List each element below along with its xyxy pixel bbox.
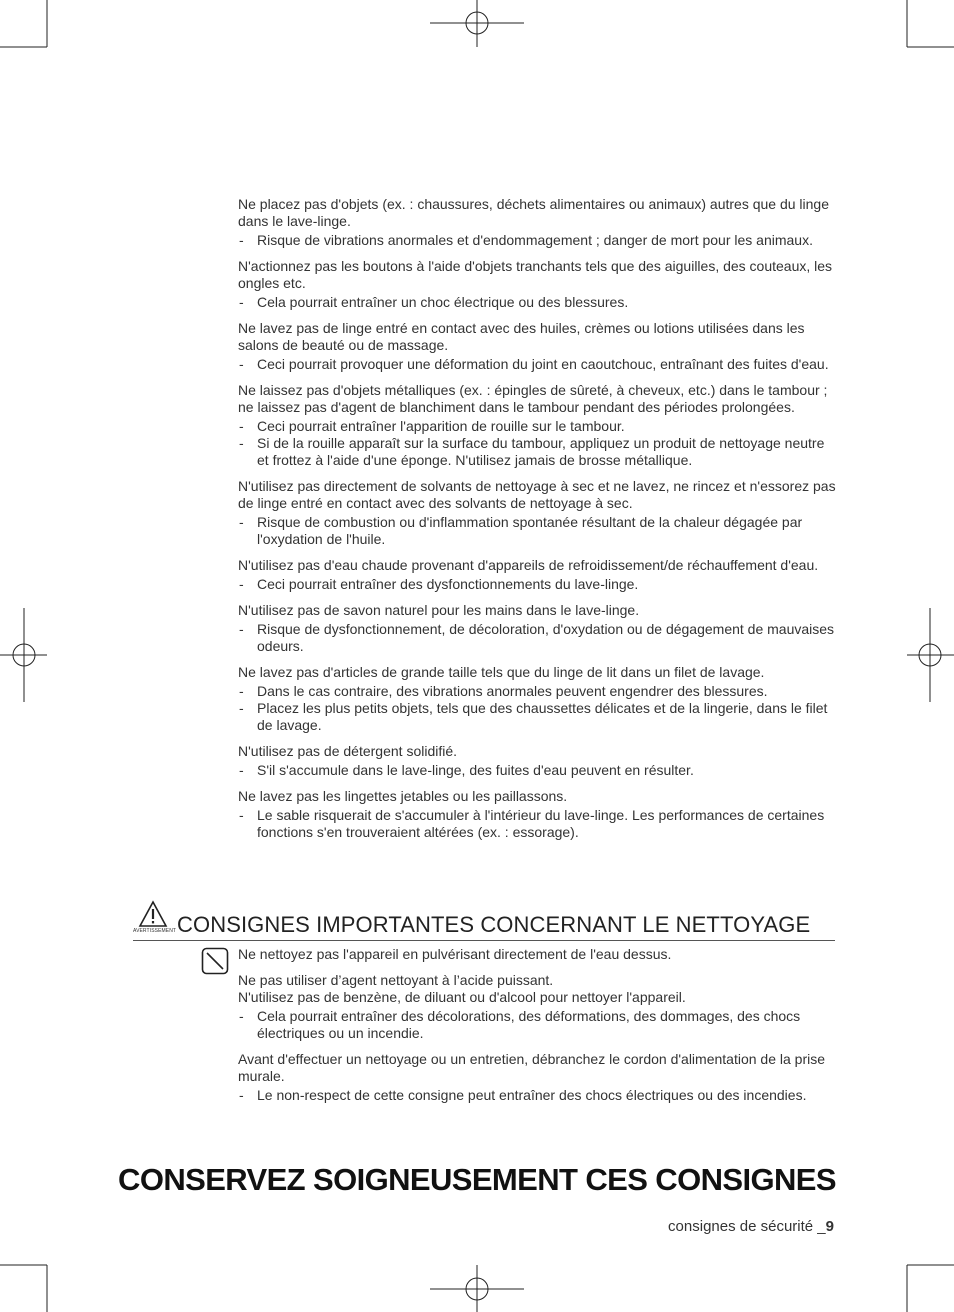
consequence-list — [238, 576, 838, 593]
consequence-list — [238, 356, 838, 373]
caution-text: Avant d'effectuer un nettoyage ou un entretien, débranchez le cordon d'alimentation de la prise murale. — [238, 1051, 826, 1084]
consequence-item: - Cela pourrait entraîner des décolorations, des déformations, des dommages, des chocs électriques ou un incendie. — [238, 1008, 838, 1042]
consequence-item: - Risque de vibrations anormales et d'endommagement ; danger de mort pour les animaux. — [238, 232, 838, 249]
warning-icon-label: AVERTISSEMENT — [133, 928, 177, 934]
instruction-item — [238, 320, 838, 373]
consequence-list — [238, 621, 838, 655]
closing-title: CONSERVEZ SOIGNEUSEMENT CES CONSIGNES — [118, 1162, 836, 1197]
consequence-item: - Le non-respect de cette consigne peut entraîner des chocs électriques ou des incendies. — [238, 1087, 838, 1104]
instruction-list — [238, 196, 838, 850]
consequence-item: - Si de la rouille apparaît sur la surface du tambour, appliquez un produit de nettoyage neutre et frottez à l'aide d'une éponge. N'utilisez jamais de brosse métallique. — [238, 435, 838, 469]
instruction-item — [238, 196, 838, 249]
page-footer — [668, 1218, 834, 1235]
caution-text: N'utilisez pas de benzène, de diluant ou d'alcool pour nettoyer l'appareil. — [238, 989, 686, 1005]
instruction-text: N'utilisez pas de détergent solidifié. — [238, 743, 458, 759]
caution-item — [238, 972, 838, 1042]
consequence-item: - Dans le cas contraire, des vibrations anormales peuvent engendrer des blessures. — [238, 683, 838, 700]
consequence-item: - Placez les plus petits objets, tels que des chaussettes délicates et de la lingerie, dans le filet de lavage. — [238, 700, 838, 734]
consequence-item: - Ceci pourrait provoquer une déformation du joint en caoutchouc, entraînant des fuites d'eau. — [238, 356, 838, 373]
instruction-item — [238, 602, 838, 655]
consequence-list — [238, 762, 838, 779]
consequence-list — [238, 1087, 838, 1104]
consequence-item: - Risque de combustion ou d'inflammation spontanée résultant de la chaleur dégagée par l'oxydation de l'huile. — [238, 514, 838, 548]
page-number: 9 — [825, 1218, 834, 1235]
consequence-list — [238, 418, 838, 469]
caution-header — [133, 900, 835, 941]
consequence-item: - Ceci pourrait entraîner des dysfonctionnements du lave-linge. — [238, 576, 838, 593]
instruction-text: N'utilisez pas d'eau chaude provenant d'appareils de refroidissement/de réchauffement d'eau. — [238, 557, 819, 573]
instruction-item — [238, 382, 838, 469]
instruction-text: Ne laissez pas d'objets métalliques (ex. : épingles de sûreté, à cheveux, etc.) dans le tambour ; ne laissez pas d'agent de blanchiment dans le tambour pendant des périodes prolongées. — [238, 382, 828, 415]
caution-text: Ne pas utiliser d’agent nettoyant à l’acide puissant. — [238, 972, 554, 988]
consequence-item: - S'il s'accumule dans le lave-linge, des fuites d'eau peuvent en résulter. — [238, 762, 838, 779]
instruction-text: Ne lavez pas les lingettes jetables ou les paillassons. — [238, 788, 568, 804]
instruction-item — [238, 664, 838, 734]
consequence-item: - Le sable risquerait de s'accumuler à l'intérieur du lave-linge. Les performances de certaines fonctions s'en trouveraient altérées (ex. : essorage). — [238, 807, 838, 841]
consequence-item: - Ceci pourrait entraîner l'apparition de rouille sur le tambour. — [238, 418, 838, 435]
caution-text: Ne nettoyez pas l'appareil en pulvérisant directement de l'eau dessus. — [238, 946, 672, 962]
instruction-text: Ne lavez pas de linge entré en contact avec des huiles, crèmes ou lotions utilisées dans les salons de beauté ou de massage. — [238, 320, 805, 353]
instruction-text: N'utilisez pas de savon naturel pour les mains dans le lave-linge. — [238, 602, 640, 618]
caution-list — [238, 946, 838, 1113]
consequence-list — [238, 232, 838, 249]
instruction-text: Ne lavez pas d'articles de grande taille tels que du linge de lit dans un filet de lavage. — [238, 664, 765, 680]
caution-section — [133, 900, 835, 1103]
consequence-item: - Risque de dysfonctionnement, de décoloration, d'oxydation ou de dégagement de mauvaises odeurs. — [238, 621, 838, 655]
consequence-list — [238, 807, 838, 841]
caution-item — [238, 1051, 838, 1104]
instruction-text: N'utilisez pas directement de solvants de nettoyage à sec et ne lavez, ne rincez et n'essorez pas de linge entré en contact avec des solvants de nettoyage à sec. — [238, 478, 836, 511]
instruction-item — [238, 788, 838, 841]
instruction-text: Ne placez pas d'objets (ex. : chaussures, déchets alimentaires ou animaux) autres que du linge dans le lave-linge. — [238, 196, 830, 229]
consequence-list — [238, 514, 838, 548]
footer-text: consignes de sécurité _ — [668, 1218, 826, 1235]
instruction-text: N'actionnez pas les boutons à l'aide d'objets tranchants tels que des aiguilles, des couteaux, les ongles etc. — [238, 258, 833, 291]
section-title: CONSIGNES IMPORTANTES CONCERNANT LE NETTOYAGE — [177, 912, 811, 937]
prohibition-icon — [201, 947, 229, 975]
consequence-list — [238, 1008, 838, 1042]
instruction-item — [238, 557, 838, 593]
caution-item — [238, 946, 838, 963]
instruction-item — [238, 478, 838, 548]
instruction-item — [238, 743, 838, 779]
consequence-list — [238, 683, 838, 734]
instruction-item — [238, 258, 838, 311]
consequence-item: - Cela pourrait entraîner un choc électrique ou des blessures. — [238, 294, 838, 311]
consequence-list — [238, 294, 838, 311]
